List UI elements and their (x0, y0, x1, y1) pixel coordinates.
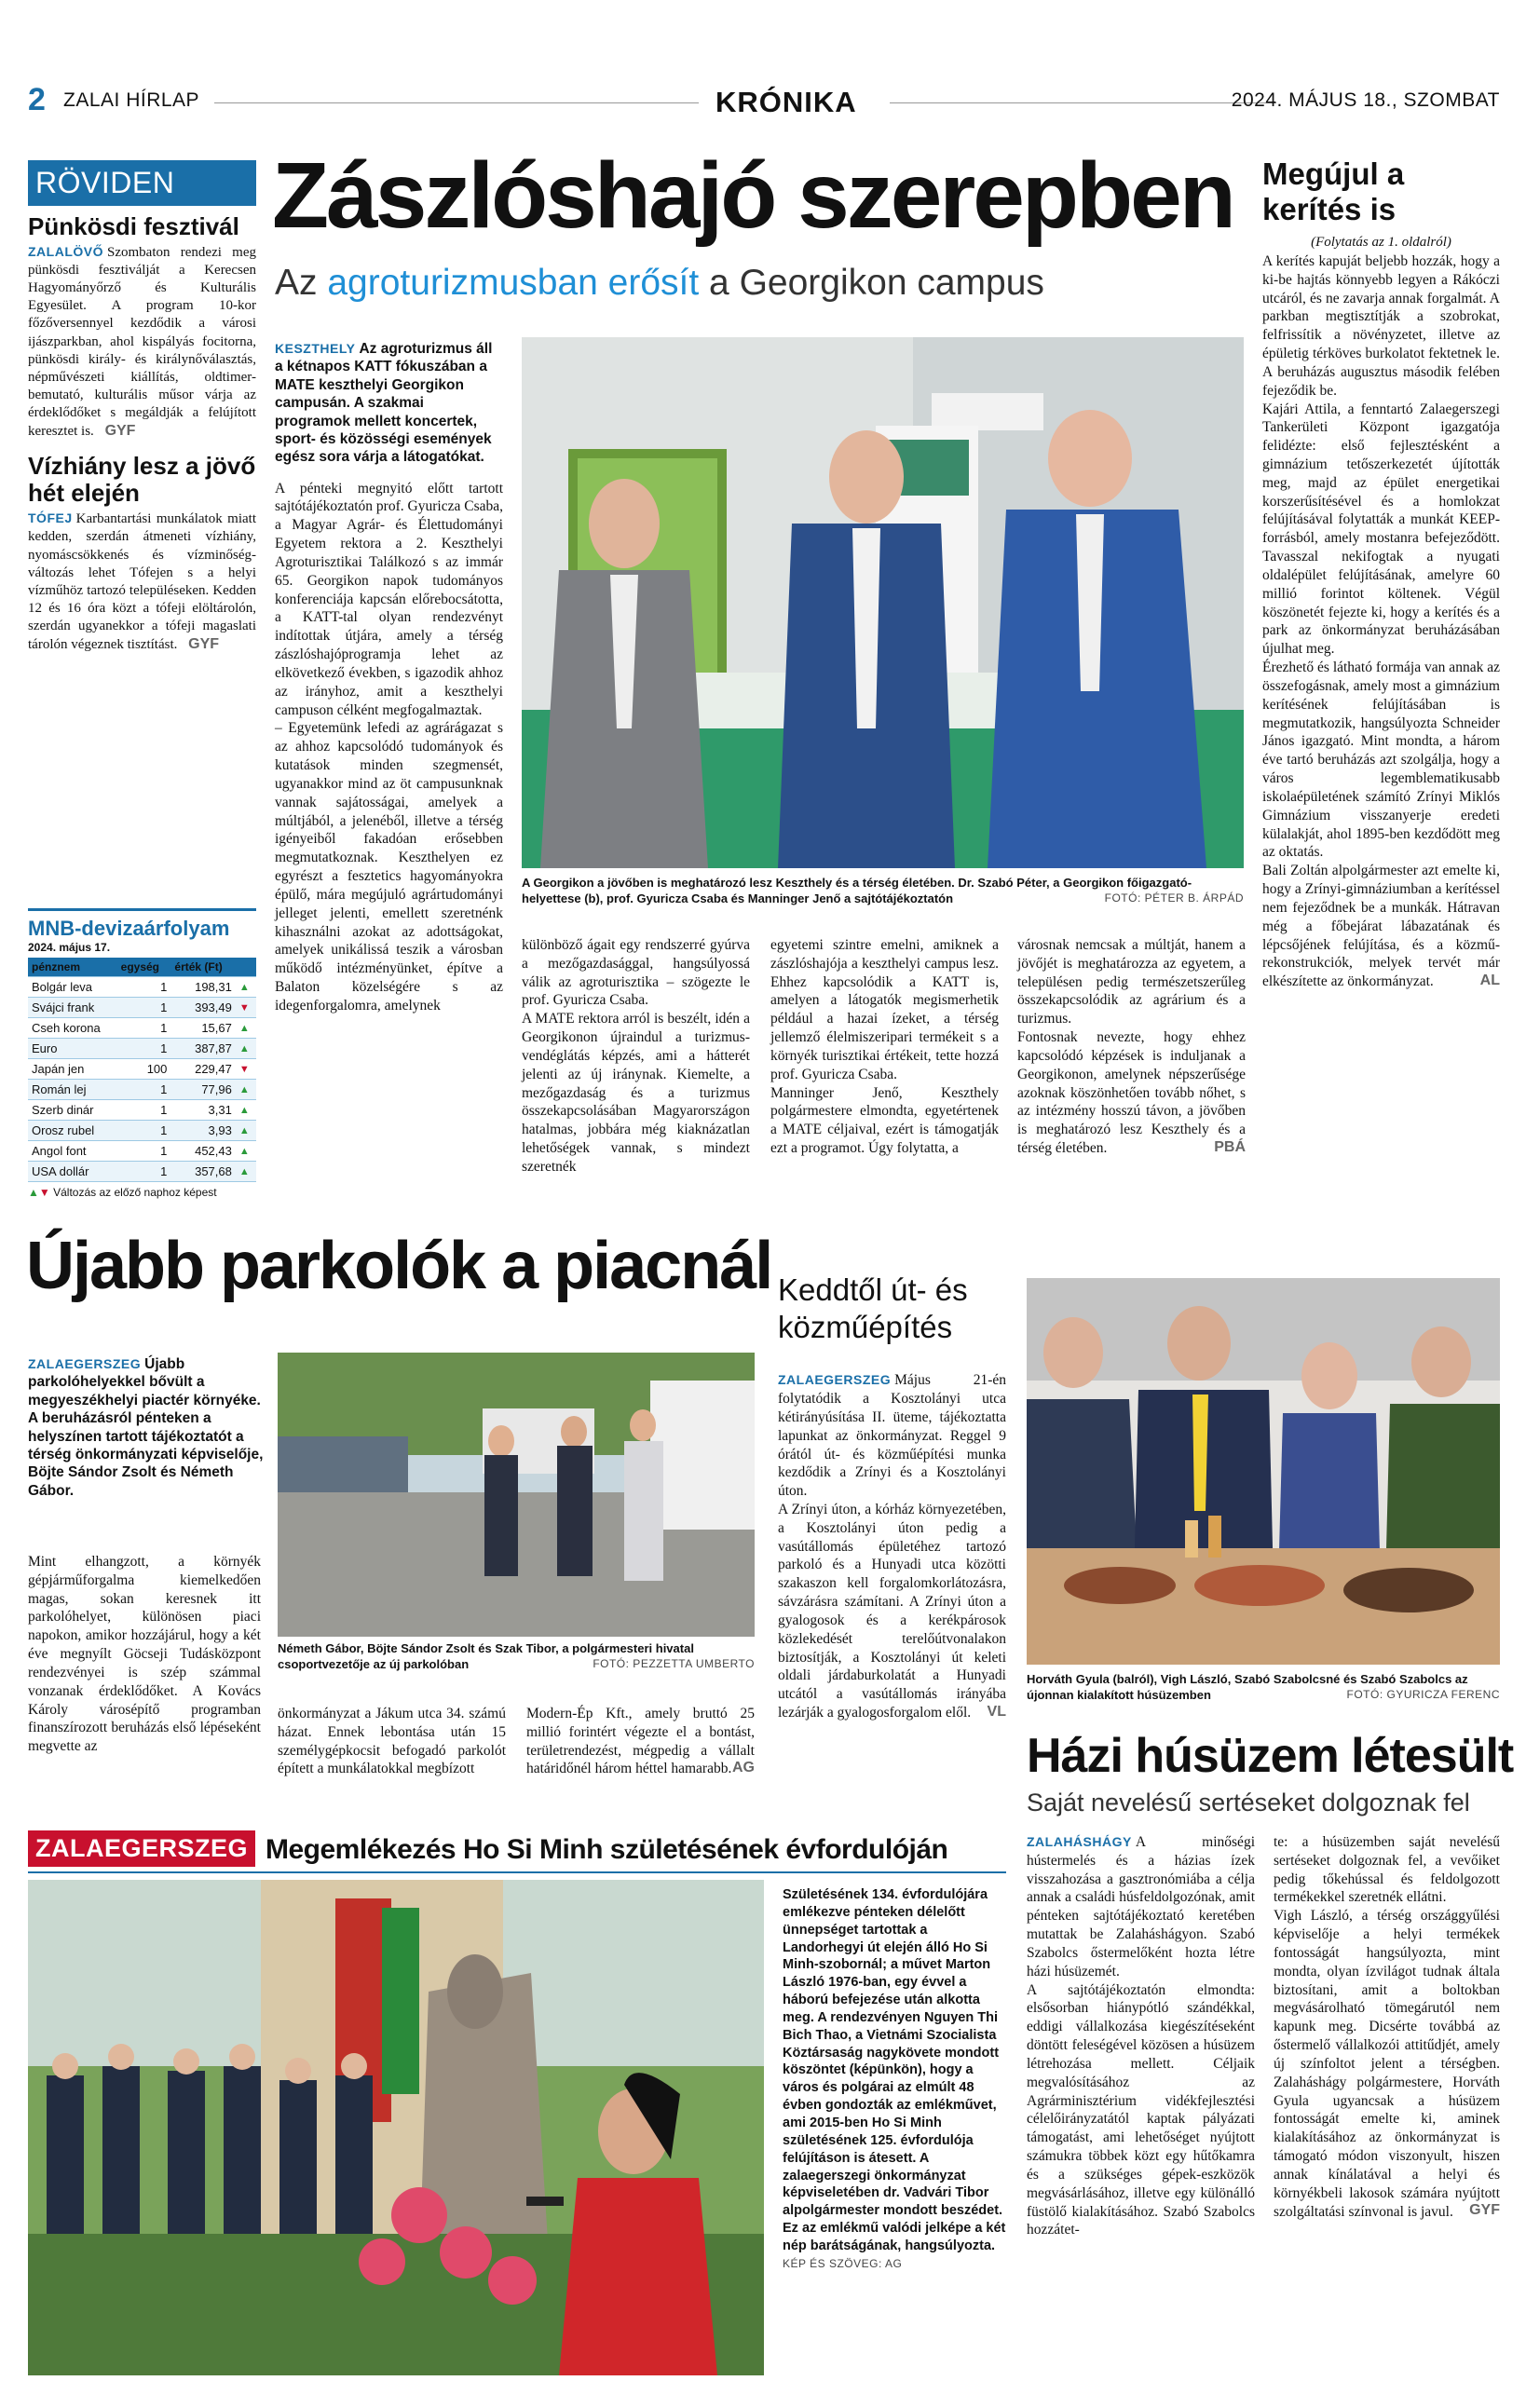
butcher-column-2: te: a húsüzemben saját nevelésű sertéseket dolgoznak fel, a vevőiket pedig tőkehússal és feldolgozott termékekkel szeretnék ellátni. Vigh László, a térség országgyűlési képviselője a helyi termékek fontosságát hangsúlyozta, mint mondta, olyan ízvilágot tudnak általa biztosítani, amit a boltokban megvásárolható tömegárutól nem kapunk meg. Dicsérte továbbá az őstermelő vállalkozói attitűdjét, amely új színfoltot jelent a térségben. Zalaháshágy polgármestere, Horváth Gyula ugyancsak a húsüzem fontosságát emelte ki, aminek kialakításához az önkormányzat is támogató módon viszonyult, hiszen annak kínálatával a helyi és környékbeli lakosok számára nyújtott szolgáltatási színvonal is javul. GYF (1274, 1834, 1500, 2220)
roads-article (778, 1272, 1006, 1722)
fence-text: A kerítés kapuját beljebb hozzák, hogy a ki-be hajtás könnyebb legyen a Rákóczi utcáról, és ne zavarja annak forgalmát. A parkban megtisztítják a szobrokat, felfrissítik a növényzetet, illetve az épületig térköves burkolatot fektetnek le. A beruházás augusztus második felében fejeződik be. Kajári Attila, a fenntartó Zalaegerszegi Tankerületi Központ igazgatója felidézte: első fejlesztésként a gimnázium tetőszerkezetét újították meg, majd az épület energetikai korszerűsítésével és a homlokzat felújításával folytatták a munkát KEEP-forrásból, amely mostanra befejeződött. Tavasszal nekifogtak a nyugati oldalépület felújításának, amelyre 60 millió forintot költenek. Végül köszönetét fejezte ki, hogy a kerítés és a park az önkormányzat beruházásában újulhat meg. Érezhető és látható formája van annak az összefogásnak, amely most a gimnázium kerítésének felújításában is megmutatkozik, hangsúlyozta Schneider János igazgató. Mint mondta, a három éve tartó beruházás azt szolgálja, hogy a város legemblematikusabb iskolaépületének számító Zrínyi Miklós Gimnázium visszanyerje eredeti külalakját, ahol 1895-ben kezdődött meg az oktatás. Bali Zoltán alpolgármester azt emelte ki, hogy a Zrínyi-gimnáziumban a kerítéssel nem fejeződnek be a munkák. Hátravan még a főbejárat lábazatának és lépcsőjének felújítása, és a közmű-rekonstrukciók, melyek tervét már elkészítette az önkormányzat. (1262, 252, 1500, 990)
photo-credit: FOTÓ: GYURICZA FERENC (1346, 1687, 1500, 1701)
mnb-cell-unit: 1 (117, 1100, 171, 1121)
arrow-up-icon: ▲ (236, 977, 256, 998)
photo-credit: FOTÓ: PEZZETTA UMBERTO (593, 1656, 755, 1670)
butcher-photo-caption: Horváth Gyula (balról), Vigh László, Szabó Szabolcsné és Szabó Szabolcs az újonnan kialakított húsüzemben FOTÓ: GYURICZA FERENC (1027, 1672, 1500, 1702)
arrow-up-icon: ▲ (236, 1039, 256, 1059)
main-photo-caption: A Georgikon a jövőben is meghatározó lesz Keszthely és a térség életében. Dr. Szabó Péter, a Georgikon főigazgató-helyettese (b), prof. Gyuricza Csaba és Manninger Jenő a sajtótájékoztatón FOTÓ: PÉTER B. ÁRPÁD (522, 876, 1244, 905)
mnb-cell-value: 3,93 (170, 1121, 235, 1141)
mnb-cell-name: USA dollár (28, 1162, 117, 1182)
subhead-highlight: agroturizmusban erősít (327, 263, 700, 303)
arrow-down-icon: ▼ (236, 1059, 256, 1080)
mnb-row (28, 1059, 256, 1080)
mnb-cell-unit: 1 (117, 1080, 171, 1100)
mnb-row (28, 1141, 256, 1162)
mnb-cell-value: 15,67 (170, 1018, 235, 1039)
mnb-cell-unit: 1 (117, 977, 171, 998)
roads-headline: Keddtől út- és közműépítés (778, 1272, 968, 1344)
hosimin-header (28, 1830, 1006, 1873)
main-headline: Zászlóshajó szerepben (272, 143, 1233, 248)
hosimin-text: Születésének 134. évfordulójára emlékezve pénteken délelőtt ünnepséget tartottak a Landorhegyi út elején álló Ho Si Minh-szobornál; a művet Marton László 1976-ban, egy évvel a háború befejezése után alkotta meg. A rendezvényen Nguyen Thi Bich Thao, a Vietnámi Szocialista Köztársaság nagykövete mondott köszöntet (képünkön), hogy a város és polgárai az elmúlt 48 évben gondozták az emlékművet, ami 2015-ben Ho Si Minh születésének 125. évfordulója felújításon is átesett. A zalaegerszegi önkormányzat képviseletében dr. Vadvári Tibor alpolgármester mondott beszédet. Ez az emlékmű valódi jelképe a két nép barátságának, hangsúlyozta. KÉP ÉS SZÖVEG: AG (783, 1887, 1006, 2270)
mnb-title: MNB-devizaárfolyam (28, 917, 230, 940)
page-header (28, 82, 1500, 119)
signature: VL (987, 1703, 1006, 1720)
dateline: TÓFEJ (28, 510, 73, 526)
mnb-cell-value: 198,31 (170, 977, 235, 998)
mnb-cell-unit: 1 (117, 1121, 171, 1141)
mnb-row (28, 1162, 256, 1182)
photo-credit: FOTÓ: PÉTER B. ÁRPÁD (1104, 891, 1244, 905)
main-photo (522, 337, 1244, 868)
main-subhead: Az agroturizmusban erősít a Georgikon campus (275, 263, 1044, 303)
roads-text: ZALAEGERSZEG Május 21-én folytatódik a Kosztolányi utca kétirányúsítása II. üteme, tájékoztatta lapunkat az önkormányzat. Reggel 9 órától út- és közműépítési munka kezdődik a Zrínyi és a Kosztolányi úton. A Zrínyi úton, a kórház környezetében, a Kosztolányi úton pedig a vasútállomás épületéhez tartozó parkoló és a Hunyadi utca közötti szakaszon kell forgalomkorlátozásra, sávzárásra számítani. A Zrínyi úton a gyalogosok és a kerékpárosok közlekedését terelőútvonalakon biztosítják, a Kosztolányi út keleti oldali járdaburkolatát a Hunyadi utcától a vasútállomás irányába lezárják a gyalogosforgalom elől. (778, 1372, 1006, 1721)
photo-credit: KÉP ÉS SZÖVEG: AG (783, 2256, 903, 2270)
mnb-cell-unit: 1 (117, 1141, 171, 1162)
mnb-cell-unit: 1 (117, 1039, 171, 1059)
signature: GYF (188, 636, 220, 653)
mnb-cell-value: 387,87 (170, 1039, 235, 1059)
butcher-headline: Házi húsüzem létesült (1027, 1729, 1514, 1783)
col-header: érték (Ft) (170, 958, 235, 977)
butcher-photo-image (1027, 1278, 1500, 1665)
signature: PBÁ (1214, 1138, 1246, 1155)
section-title: KRÓNIKA (715, 86, 857, 118)
parking-column-3: Modern-Ép Kft., amely bruttó 25 millió forintért végezte el a bontást, területrendezést, mégpedig a vállalt határidőnél három héttel hamarabb. AG (526, 1706, 755, 1777)
main-column-4: városnak nemcsak a múltját, hanem a jövőjét is meghatározza az egyetem, a településen pedig természetszerűleg összekapcsolódik az agrárium és a turizmus. Fontosnak nevezte, hogy ehhez kapcsolódó képzések is induljanak a Georgikonon, amelynek népszerűsége azoknak köszönhetően tovább nőhet, s az intézmény hosszú távon, a jövőben is meghatározó lesz Keszthely és a térség életében. PBÁ (1017, 937, 1246, 1157)
mnb-note: Változás az előző naphoz képest (53, 1186, 217, 1199)
mnb-cell-name: Angol font (28, 1141, 117, 1162)
dateline: ZALAEGERSZEG (28, 1356, 142, 1371)
dateline: ZALAHÁSHÁGY (1027, 1834, 1132, 1849)
roviden-headline: Pünkösdi fesztivál (28, 212, 239, 240)
fence-headline: Megújul a kerítés is (1262, 156, 1405, 226)
paper-name: ZALAI HÍRLAP (63, 89, 200, 111)
mnb-cell-name: Japán jen (28, 1059, 117, 1080)
main-lead: KESZTHELY Az agroturizmus áll a kétnapos KATT fókuszában a MATE keszthelyi Georgikon campusán. A szakmai programok mellett koncertek, sport- és közösségi események egész sora várja a látogatókat. (275, 341, 493, 466)
butcher-photo (1027, 1278, 1500, 1665)
mnb-cell-unit: 1 (117, 1162, 171, 1182)
hosimin-photo (28, 1880, 764, 2375)
parking-column-2: önkormányzat a Jákum utca 34. számú házat. Ennek lebontása után 15 személygépkocsit befogadó parkolót épített a munkálatokkal megbízott (278, 1706, 506, 1777)
mnb-cell-value: 229,47 (170, 1059, 235, 1080)
col-header: pénznem (28, 958, 117, 977)
main-column-3: egyetemi szintre emelni, amiknek a zászlóshajója a keszthelyi campus lesz. Ehhez kapcsolódik a KATT is, amelyen a látogatók megismerhetik például a hazai ízeket, a térség jellemző élelmiszeripari termékeit s a környék turisztikai értékeit, tette hozzá prof. Gyuricza Csaba. Manninger Jenő, Keszthely polgármestere elmondta, egyetértenek a MATE céljaival, ezért is támogatják ezt a programot. Úgy folytatta, a (770, 937, 999, 1157)
parking-photo-caption: Németh Gábor, Böjte Sándor Zsolt és Szak Tibor, a polgármesteri hivatal csoportvezetője az új parkolóban FOTÓ: PEZZETTA UMBERTO (278, 1641, 755, 1671)
mnb-cell-name: Orosz rubel (28, 1121, 117, 1141)
arrow-up-icon: ▲ (236, 1018, 256, 1039)
roviden-title: RÖVIDEN (28, 160, 256, 206)
mnb-row (28, 1039, 256, 1059)
roviden-text: Szombaton rendezi meg pünkösdi fesztiválját a Kerecsen Hagyományőrző és Kulturális Egyesület. A program 10-kor főzőversennyel kezdődik a városi ijászparkban, ahol kispályás focitorna, pünkösdi király- és királynőválasztás, népművészeti kiállítás, oldtimer-bemutató, kulturális műsor várja az érdeklődőket s megáldják a felújított keresztet is. (28, 244, 256, 440)
mnb-cell-value: 393,49 (170, 998, 235, 1018)
main-photo-image (522, 337, 1244, 868)
parking-column-1: Mint elhangzott, a környék gépjárműforgalma kiemelkedően magas, sokan keresnek itt parkolóhelyet, különösen piaci napokon, amikor hozzájárul, hogy a két éve megnyílt Göcseji Tudásközpont rendezvényei is szép számmal vonzanak érdeklődőket. A Kovács Károly városépítő programban finanszírozott beruházás első lépéseként megvette az (28, 1554, 261, 1755)
mnb-cell-name: Svájci frank (28, 998, 117, 1018)
roviden-text: Karbantartási munkálatok miatt kedden, szerdán átmeneti vízhiány, nyomáscsökkenés és vízminőség-változás lehet Tófejen s a helyi vízműhöz tartozó településeken. Kedden 12 és 16 óra közt a tófeji elöltárolón, szerdán ugyanekkor a tófeji magaslati tárolón végeznek tisztítást. (28, 511, 256, 653)
mnb-cell-name: Cseh korona (28, 1018, 117, 1039)
mnb-row (28, 977, 256, 998)
mnb-cell-unit: 1 (117, 1018, 171, 1039)
main-col1-text: A pénteki megnyitó előtt tartott sajtótájékoztatón prof. Gyuricza Csaba, a Magyar Agrár- és Élettudományi Egyetem rektora a 2. Keszthelyi Agroturisztikai Találkozó s az immár 65. Georgikon napok tudományos konferenciája kapcsán előrebocsátotta, a KATT-tal olyan rendezvényt indítottak útjára, amely a térség zászlóshajóprogramja lehet az elkövetkező években, s igazodik ahhoz az irányhoz, amit a keszthelyi campuson célként megfogalmaztak. – Egyetemünk lefedi az agrárágazat s az ahhoz kapcsolódó tudományok és kutatások minden szegmensét, ugyanakkor mind az öt campusunknak vannak sajátosságai, amelyek a múltjából, a jelenéből, illetve a térség igényeiből fakadóan erősebben megmutatkoznak. Keszthelyen ez egyrészt a fesztetics hagyományokra épülő, mára megújuló agrártudományi jelleget jelenti, emellett szeretnénk kihasználni azokat az adottságokat, amelyek unikálissá teszik a városban működő intézményünket, építve a Balaton közelségére s az idegenforgalomra, amelynek (275, 480, 503, 1014)
parking-photo-image (278, 1353, 755, 1637)
mnb-cell-value: 77,96 (170, 1080, 235, 1100)
mnb-exchange-box: MNB-devizaárfolyam 2024. május 17. pénznem egység érték (Ft) Bolgár leva 1 198,31 ▲ Svájci frank 1 393,49 ▼ Cseh korona 1 15,67 ▲ Euro 1 387,87 ▲ Japán jen 100 229,47 ▼ Román lej 1 77,96 ▲ Szerb dinár 1 3,31 ▲ Orosz rubel 1 3,93 ▲ Angol font 1 452,43 ▲ USA dollár 1 357,68 ▲ ▲▼ Változás az előző naphoz képest (28, 908, 256, 1199)
mnb-row (28, 1018, 256, 1039)
arrow-up-icon: ▲ (236, 1100, 256, 1121)
dateline: ZALAEGERSZEG (778, 1372, 892, 1388)
mnb-cell-value: 452,43 (170, 1141, 235, 1162)
dateline: KESZTHELY (275, 341, 356, 356)
arrow-up-icon: ▲ (236, 1141, 256, 1162)
hosimin-tag: ZALAEGERSZEG (28, 1830, 255, 1867)
issue-date: 2024. MÁJUS 18., SZOMBAT (1231, 89, 1500, 111)
signature: AL (1479, 973, 1500, 988)
main-column-1 (275, 340, 503, 1015)
arrow-up-icon: ▲ (236, 1080, 256, 1100)
mnb-table (28, 958, 256, 1182)
main-column-2: különböző ágait egy rendszerré gyúrva a mezőgazdasággal, hangsúlyossá válik az agroturisztika – szögezte le prof. Gyuricza Csaba. A MATE rektora arról is beszélt, idén a Georgikonon újraindul a turizmus-vendéglátás képzés, ami a hátterét jelenti az új iránynak. Kiemelte, a mezőgazdaság és a turizmus összekapcsolásában Magyarországon hatalmas, jobbára még kiaknázatlan lehetőségek vannak, s mindezt szeretnék (522, 937, 750, 1175)
mnb-row (28, 998, 256, 1018)
arrow-up-icon: ▲ (236, 1121, 256, 1141)
mnb-row (28, 1121, 256, 1141)
parking-lead: ZALAEGERSZEG Újabb parkolóhelyekkel bővült a megyeszékhelyi piactér környéke. A beruházásról pénteken a helyszínen tartott tájékoztatót a térség önkormányzati képviselője, Böjte Sándor Zsolt és Németh Gábor. (28, 1356, 264, 1499)
mnb-row (28, 1100, 256, 1121)
mnb-cell-name: Román lej (28, 1080, 117, 1100)
arrow-down-icon: ▼ (236, 998, 256, 1018)
mnb-row (28, 1080, 256, 1100)
col-header: egység (117, 958, 171, 977)
mnb-cell-value: 3,31 (170, 1100, 235, 1121)
fence-article (1262, 156, 1500, 991)
roviden-item (28, 453, 256, 655)
signature: AG (732, 1760, 755, 1776)
butcher-subhead: Saját nevelésű sertéseket dolgoznak fel (1027, 1789, 1470, 1816)
fence-continuation: (Folytatás az 1. oldalról) (1311, 234, 1451, 250)
hosimin-headline: Megemlékezés Ho Si Minh születésének évfordulóján (266, 1834, 948, 1865)
roviden-box (28, 160, 256, 655)
roviden-item (28, 213, 256, 442)
dateline: ZALALÖVŐ (28, 243, 103, 259)
roviden-headline: Vízhiány lesz a jövő hét elején (28, 451, 256, 508)
mnb-cell-value: 357,68 (170, 1162, 235, 1182)
parking-headline: Újabb parkolók a piacnál (26, 1229, 772, 1303)
mnb-cell-unit: 1 (117, 998, 171, 1018)
signature: GYF (104, 423, 136, 440)
page-number: 2 (28, 82, 46, 117)
mnb-cell-unit: 100 (117, 1059, 171, 1080)
parking-photo (278, 1353, 755, 1637)
mnb-cell-name: Szerb dinár (28, 1100, 117, 1121)
mnb-cell-name: Euro (28, 1039, 117, 1059)
butcher-column-1: ZALAHÁSHÁGY A minőségi hústermelés és a házias ízek visszahozása a gasztronómiába a célja annak a családi húsfeldolgozónak, amit pénteken sajtótájékoztató keretében mutattak be Zalaháshágyon. Szabó Szabolcs őstermelőként hozta létre házi húsüzemét. A sajtótájékoztatón elmondta: elsősorban hiánypótló szándékkal, eddigi vállalkozása kiegészítéseként döntött feleségével közösen a húsüzem létrehozása mellett. Céljaik megvalósításához az Agrárminisztérium vidékfejlesztési célelőirányzatától kaptak pályázati támogatást, ami lehetőséget nyújtott számukra többek közt egy hűtőkamra és a szükséges gépek-eszközök megvásárlásához, illetve egy különálló füstölő kialakításához. Szabó Szabolcs hozzátet- (1027, 1834, 1255, 2238)
arrow-up-icon: ▲ (236, 1162, 256, 1182)
mnb-date: 2024. május 17. (28, 941, 111, 954)
signature: GYF (1469, 2202, 1500, 2219)
mnb-cell-name: Bolgár leva (28, 977, 117, 998)
hosimin-photo-image (28, 1880, 764, 2375)
